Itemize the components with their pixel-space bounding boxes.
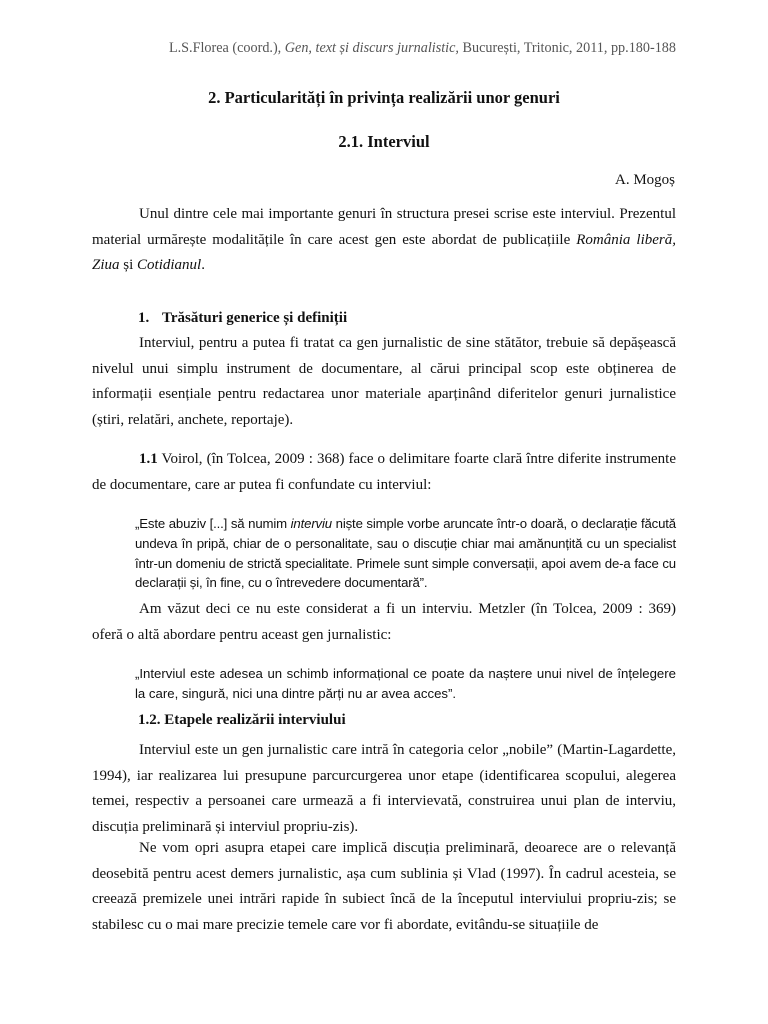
running-head-citation [169,40,676,57]
citation-prefix: L.S.Florea (coord.), [168,40,285,56]
quote-1-after: niște simple vorbe aruncate într-o doară, o declarație făcută undeva în pripă, chiar de o personalitate, sau o discuție chiar mai amănunțită cu un specialist într-un domeniu de strictă specialitate. Primele sunt simple conversații, apoi avem de-a face cu declarații și, în fine, cu o întrevedere documentară”. [135,516,676,591]
citation-suffix: București, Tritonic, 2011, pp.180-188 [458,40,676,56]
paragraph-after-quote: Am văzut deci ce nu este considerat a fi un interviu. Metzler (în Tolcea, 2009 : 369) oferă o altă abordare pentru aceast gen jurnalistic: [92,601,676,643]
intro-end: . [201,257,205,274]
quote-metzler: „Interviul este adesea un schimb informațional ce poate da naștere unui nivel de înțelegere la care, singură, nici una dintre părți nu ar avea acces”. [135,666,676,701]
heading-number: 1. [138,310,150,326]
section-1-1-text: Voirol, (în Tolcea, 2009 : 368) face o delimitare foarte clară între diferite instrumente de documentare, care ar putea fi confundate cu interviul: [92,451,676,493]
section-1-1-number: 1.1 [139,451,158,467]
quote-voirol [135,514,676,593]
section-1-2-paragraph-2: Ne vom opri asupra etapei care implică discuția preliminară, deoarece are o relevanță deosebită pentru acest demers jurnalistic, așa cum sublinia și Vlad (1997). În cadrul acesteia, se creează premizele unei intrări rapide în subiect încă de la începutul interviului propriu-zis; se stabilesc cu o mai mare precizie temele care vor fi abordate, evitându-se situațiile de [92,840,676,934]
heading-section-1 [138,310,347,327]
heading-section-1-2: 1.2. Etapele realizării interviului [138,712,346,728]
heading-text: Trăsături generice și definiții [162,310,348,326]
quote-1-before: „Este abuziv [...] să numim [135,516,291,531]
publication-name-cotidianul: Cotidianul [137,257,202,274]
chapter-title: 2. Particularități în privința realizării unor genuri [208,88,560,107]
intro-paragraph [92,202,676,279]
intro-text: Unul dintre cele mai importante genuri în structura presei scrise este interviul. Prezentul material urmărește modalitățile în care acest gen este abordat de publicațiile [92,206,676,248]
citation-title: Gen, text și discurs jurnalistic, [284,40,459,56]
conjunction: și [119,257,138,274]
section-1-paragraph: Interviul, pentru a putea fi tratat ca gen jurnalistic de sine stătător, trebuie să depășească nivelul unui simplu instrument de documentare, al cărui principal scop este obținerea de informații esențiale pentru redactarea unor materiale aparținând diferitelor genuri jurnalistice (știri, relatări, anchete, reportaje). [92,335,676,429]
publication-names: România liberă, Ziua [92,231,677,274]
section-1-1-paragraph [92,447,676,498]
section-title: 2.1. Interviul [338,132,430,151]
author-name: A. Mogoș [614,172,675,188]
section-1-2-paragraph-1: Interviul este un gen jurnalistic care intră în categoria celor „nobile” (Martin-Lagardette, 1994), iar realizarea lui presupune parcurcurgerea unor etape (identificarea scopului, alegerea temei, respectiv a persoanei care urmează a fi intervievată, construirea unui plan de interviu, discuția preliminară și interviul propriu-zis). [92,742,676,836]
quote-1-italic: interviu [290,516,332,531]
